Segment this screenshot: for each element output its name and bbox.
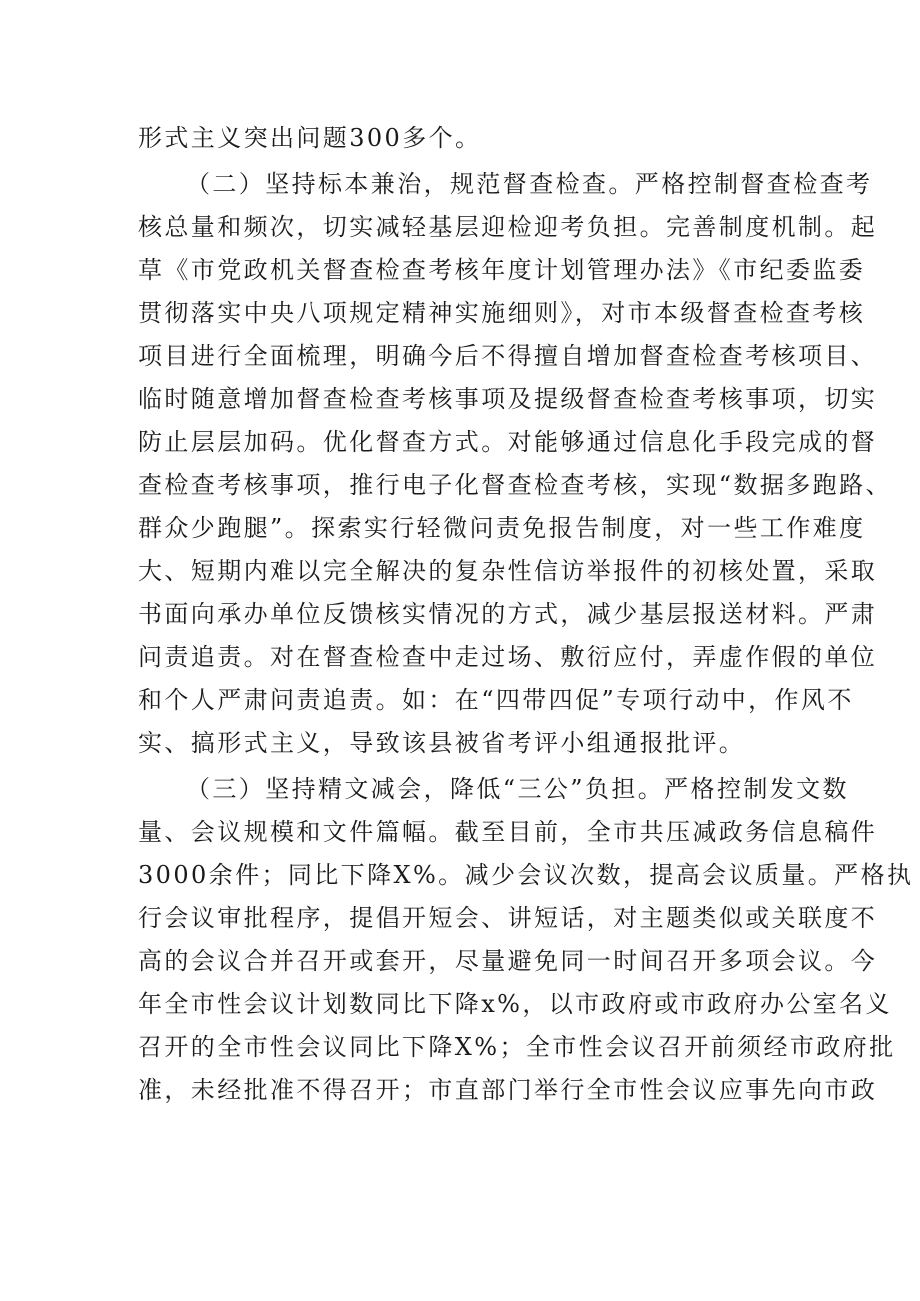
text-line: 高的会议合并召开或套开，尽量避免同一时间召开多项会议。今 bbox=[138, 947, 878, 975]
text-line: 和个人严肃问责追责。如：在“四带四促”专项行动中，作风不 bbox=[138, 686, 854, 714]
text-line: 项目进行全面梳理，明确今后不得擅自增加督查检查考核项目、 bbox=[138, 342, 878, 370]
text-line: 问责追责。对在督查检查中走过场、敷衍应付，弄虚作假的单位 bbox=[138, 643, 878, 671]
text-line: 行会议审批程序，提倡开短会、讲短话，对主题类似或关联度不 bbox=[138, 904, 878, 932]
text-line: 年全市性会议计划数同比下降x%，以市政府或市政府办公室名义 bbox=[138, 990, 892, 1018]
text-line: （三）坚持精文减会，降低“三公”负担。严格控制发文数 bbox=[186, 775, 849, 803]
text-line: 草《市党政机关督查检查考核年度计划管理办法》《市纪委监委 bbox=[138, 256, 866, 284]
text-line: 实、搞形式主义，导致该县被省考评小组通报批评。 bbox=[138, 729, 746, 757]
text-line: （二）坚持标本兼治，规范督查检查。严格控制督查检查考 bbox=[186, 170, 873, 198]
text-line: 书面向承办单位反馈核实情况的方式，减少基层报送材料。严肃 bbox=[138, 600, 878, 628]
text-line: 大、短期内难以完全解决的复杂性信访举报件的初核处置，采取 bbox=[138, 557, 878, 585]
text-line: 量、会议规模和文件篇幅。截至目前，全市共压减政务信息稿件 bbox=[138, 818, 878, 846]
text-line: 核总量和频次，切实减轻基层迎检迎考负担。完善制度机制。起 bbox=[138, 213, 878, 241]
text-line: 召开的全市性会议同比下降X%；全市性会议召开前须经市政府批 bbox=[138, 1033, 896, 1061]
text-line: 准，未经批准不得召开；市直部门举行全市性会议应事先向市政 bbox=[138, 1076, 878, 1104]
text-line: 临时随意增加督查检查考核事项及提级督查检查考核事项，切实 bbox=[138, 385, 878, 413]
text-line: 形式主义突出问题300多个。 bbox=[138, 124, 482, 152]
text-line: 群众少跑腿”。探索实行轻微问责免报告制度，对一些工作难度 bbox=[138, 514, 866, 542]
text-line: 查检查考核事项，推行电子化督查检查考核，实现“数据多跑路、 bbox=[138, 471, 892, 499]
text-line: 贯彻落实中央八项规定精神实施细则》，对市本级督查检查考核 bbox=[138, 299, 866, 327]
text-line: 3000余件；同比下降X%。减少会议次数，提高会议质量。严格执 bbox=[138, 861, 914, 889]
text-line: 防止层层加码。优化督查方式。对能够通过信息化手段完成的督 bbox=[138, 428, 878, 456]
